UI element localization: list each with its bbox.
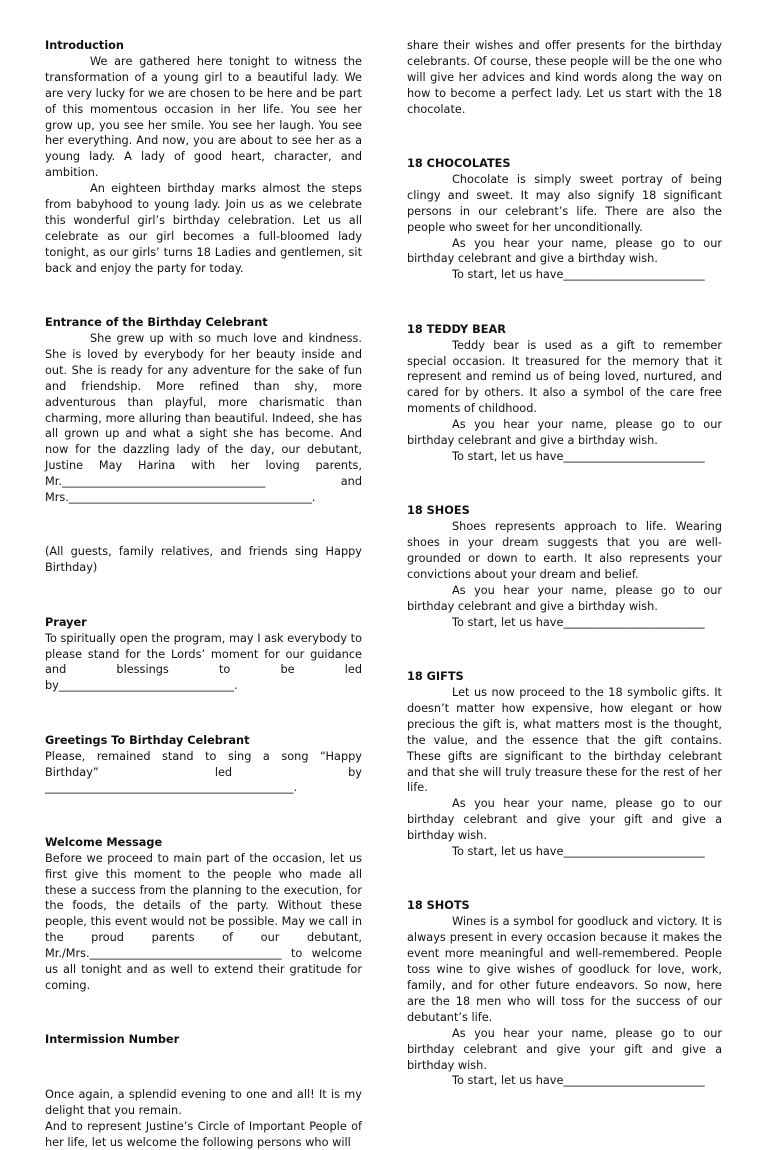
section-heading-18-chocolates: 18 CHOCOLATES bbox=[407, 157, 511, 171]
spacer bbox=[45, 706, 362, 722]
section-heading-18-shots: 18 SHOTS bbox=[407, 899, 470, 913]
section-heading-greetings-to-birthday-celebrant: Greetings To Birthday Celebrant bbox=[45, 733, 250, 747]
spacer bbox=[45, 517, 362, 533]
spacer bbox=[407, 871, 722, 887]
paragraph: She grew up with so much love and kindness. She is loved by everybody for her beauty inside and out. She is ready for any adventure for the sake of fun and friendship. More refined than shy, more adventurous than playful, more charismatic than charming, more alluring than beautiful. Indeed, she has all grown up and what a sight she has become. And now for the dazzling lady of the day, our debutant, Justine May Harina with her loving parents, Mr.____________________________________ and Mrs.___________________________________________. bbox=[45, 331, 362, 505]
paragraph: An eighteen birthday marks almost the steps from babyhood to young lady. Join us as we celebrate this wonderful girl’s birthday celebration. Let us all celebrate as our girl becomes a full-bloomed lady tonight, as our girls’ turns 18 Ladies and gentlemen, sit back and enjoy the party for today. bbox=[45, 182, 362, 275]
section-heading-prayer: Prayer bbox=[45, 615, 87, 629]
paragraph: Wines is a symbol for goodluck and victory. It is always present in every occasion because it makes the event more meaningful and well-remembered. People toss wine to give wishes of goodluck for love, work, family, and for other future endeavors. So now, here are the 18 men who will toss for the success of our debutant’s life. bbox=[407, 915, 722, 1024]
paragraph: To start, let us have_________________________ bbox=[452, 615, 705, 629]
paragraph: Before we proceed to main part of the occasion, let us first give this moment to the people who made all these a success from the planning to the execution, for the foods, the details of the party. Without these people, this event would not be possible. May we call in the proud parents of our debutant, Mr./Mrs.__________________________________ to welcome us all tonight and as well to extend their gratitude for coming. bbox=[45, 851, 362, 993]
paragraph: Teddy bear is used as a gift to remember special occasion. It treasured for the memory that it represent and remind us of being loved, nurtured, and cared for by others. It also a symbol of the care free moments of childhood. bbox=[407, 338, 722, 416]
paragraph: Chocolate is simply sweet portray of being clingy and sweet. It may also signify 18 significant persons in our celebrant’s life. There are also the people who sweet for her unconditionally. bbox=[407, 172, 722, 234]
paragraph: Shoes represents approach to life. Wearing shoes in your dream suggests that you are well-grounded or down to earth. It also represents your convictions about your dream and belief. bbox=[407, 520, 722, 582]
paragraph: We are gathered here tonight to witness the transformation of a young girl to a beautiful lady. We are very lucky for we are chosen to be here and be part of this momentous occasion in her life. You see her grow up, you see her smile. You see her laugh. You see her everything. And now, you are about to see her as a young lady. A lady of good heart, character, and ambition. bbox=[45, 54, 362, 180]
paragraph: As you hear your name, please go to our birthday celebrant and give a birthday wish. bbox=[407, 236, 722, 266]
paragraph: As you hear your name, please go to our birthday celebrant and give your gift and give a birthday wish. bbox=[407, 797, 722, 843]
section-heading-entrance-of-the-birthday-celebrant: Entrance of the Birthday Celebrant bbox=[45, 316, 268, 330]
paragraph: Once again, a splendid evening to one and all! It is my delight that you remain. bbox=[45, 1087, 362, 1117]
spacer bbox=[407, 476, 722, 492]
paragraph: As you hear your name, please go to our birthday celebrant and give a birthday wish. bbox=[407, 418, 722, 448]
paragraph: To start, let us have_________________________ bbox=[452, 845, 705, 859]
paragraph: share their wishes and offer presents for the birthday celebrants. Of course, these people will be the one who will give her advices and kind words along the way on how to become a perfect lady. Let us start with the 18 chocolate. bbox=[407, 39, 722, 116]
left-column bbox=[45, 38, 362, 1150]
paragraph: As you hear your name, please go to our birthday celebrant and give your gift and give a birthday wish. bbox=[407, 1026, 722, 1072]
section-heading-welcome-message: Welcome Message bbox=[45, 835, 163, 849]
paragraph: As you hear your name, please go to our birthday celebrant and give a birthday wish. bbox=[407, 583, 722, 613]
spacer bbox=[407, 129, 722, 145]
paragraph: To start, let us have_________________________ bbox=[452, 450, 705, 463]
spacer bbox=[45, 1005, 362, 1021]
spacer bbox=[45, 1060, 362, 1076]
paragraph: Please, remained stand to sing a song “Happy Birthday” led by ____________________________________________. bbox=[45, 749, 362, 795]
section-heading-18-gifts: 18 GIFTS bbox=[407, 670, 464, 684]
spacer bbox=[407, 642, 722, 658]
spacer bbox=[45, 808, 362, 824]
section-heading-introduction: Introduction bbox=[45, 39, 124, 52]
section-heading-18-shoes: 18 SHOES bbox=[407, 504, 470, 518]
spacer bbox=[45, 588, 362, 604]
paragraph: And to represent Justine’s Circle of Important People of her life, let us welcome the following persons who will bbox=[45, 1119, 362, 1149]
section-heading-18-teddy-bear: 18 TEDDY BEAR bbox=[407, 322, 506, 336]
section-heading-intermission-number: Intermission Number bbox=[45, 1033, 180, 1047]
paragraph: Let us now proceed to the 18 symbolic gifts. It doesn’t matter how expensive, how elegant or how precious the gift is, what matters most is the thought, the value, and the essence that the gift contains. These gifts are significant to the birthday celebrant and that she will truly treasure these for the rest of her life. bbox=[407, 686, 722, 795]
paragraph: To start, let us have_________________________ bbox=[452, 268, 705, 282]
right-column bbox=[407, 38, 722, 1089]
paragraph: To spiritually open the program, may I ask everybody to please stand for the Lords’ moment for our guidance and blessings to be led by_______________________________. bbox=[45, 631, 362, 693]
spacer bbox=[45, 288, 362, 304]
paragraph: (All guests, family relatives, and friends sing Happy Birthday) bbox=[45, 545, 362, 575]
spacer bbox=[407, 295, 722, 311]
paragraph: To start, let us have_________________________ bbox=[452, 1074, 705, 1088]
